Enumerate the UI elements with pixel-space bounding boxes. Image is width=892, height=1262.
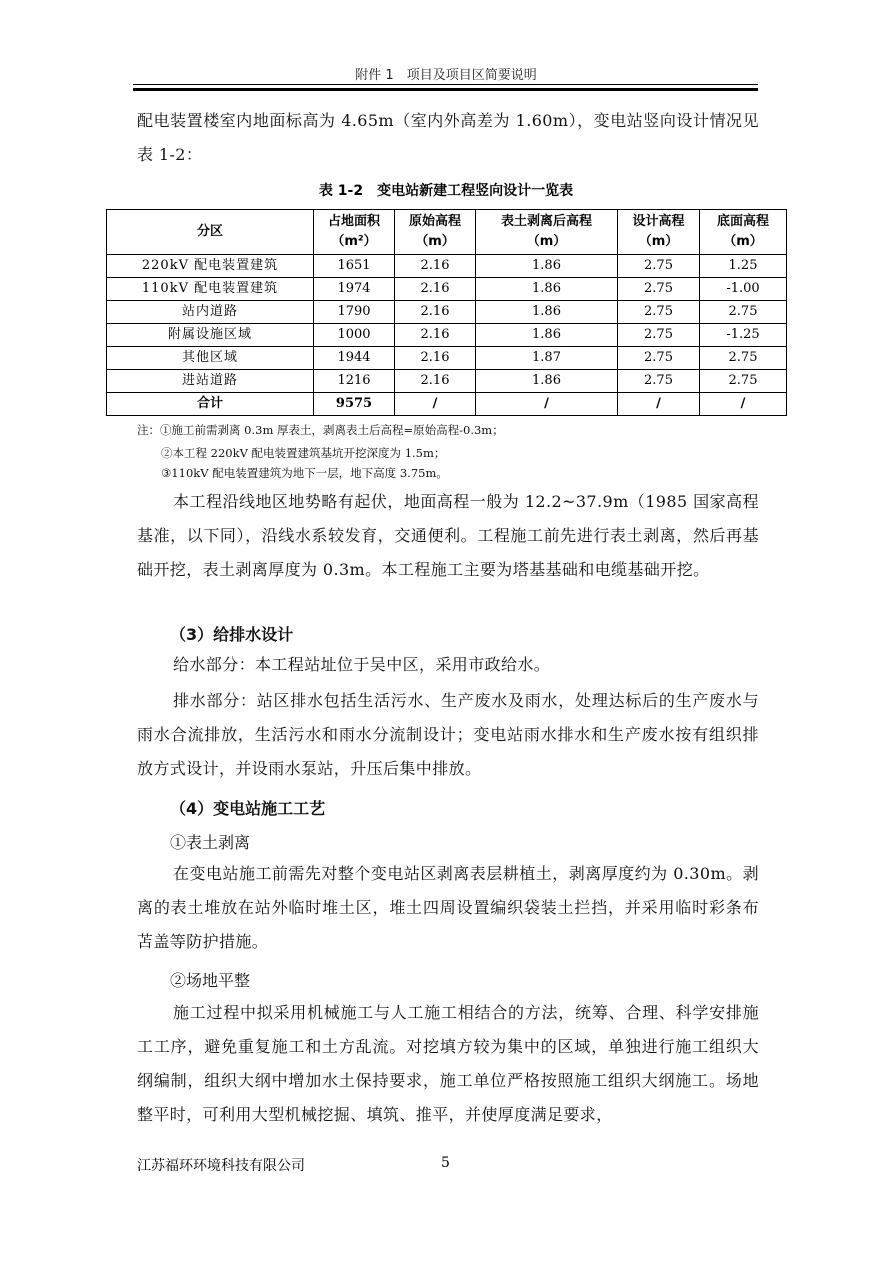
table-cell: 1000 xyxy=(314,324,395,347)
table-total-row xyxy=(107,393,787,416)
table-header-row xyxy=(107,210,787,255)
col-header-area-label: 占地面积 xyxy=(327,214,380,229)
item1-title: ①表土剥离 xyxy=(170,833,251,852)
table-cell: / xyxy=(395,393,476,416)
footer-page-number: 5 xyxy=(441,1155,450,1171)
terrain-paragraph: 本工程沿线地区地势略有起伏，地面高程一般为 12.2~37.9m（1985 国家高程基准，以下同），沿线水系较发育，交通便利。工程施工前先进行表土剥离，然后再基础开挖，表土剥离厚度为 0.3m。本工程施工主要为塔基基础和电缆基础开挖。 xyxy=(137,492,759,579)
table-note-1: 注：①施工前需剥离 0.3m 厚表土，剥离表土后高程=原始高程-0.3m； xyxy=(137,423,504,437)
table-row xyxy=(107,278,787,301)
table-cell: 1.86 xyxy=(476,324,618,347)
table-row xyxy=(107,301,787,324)
section3-heading: （3）给排水设计 xyxy=(170,625,294,644)
header-rule-thin xyxy=(133,84,758,85)
table-cell: 1.86 xyxy=(476,255,618,278)
table-cell: 进站道路 xyxy=(107,370,314,393)
table-cell: 2.16 xyxy=(395,255,476,278)
table-caption: 表 1-2 变电站新建工程竖向设计一览表 xyxy=(318,183,574,199)
table-cell: -1.25 xyxy=(700,324,787,347)
table-row xyxy=(107,324,787,347)
table-cell: 站内道路 xyxy=(107,301,314,324)
col-header-area xyxy=(314,210,395,255)
table-cell: 2.16 xyxy=(395,324,476,347)
table-cell: 2.75 xyxy=(618,347,700,370)
table-cell: 2.16 xyxy=(395,347,476,370)
header-rule-thick xyxy=(133,88,758,91)
col-header-stripped-unit: （m） xyxy=(526,234,567,249)
table-cell: / xyxy=(700,393,787,416)
table-cell: 2.75 xyxy=(618,278,700,301)
table-cell: 2.75 xyxy=(618,255,700,278)
item2-paragraph: 施工过程中拟采用机械施工与人工施工相结合的方法，统筹、合理、科学安排施工工序，避免重复施工和土方乱流。对挖填方较为集中的区域，单独进行施工组织大纲编制，组织大纲中增加水土保持要求，施工单位严格按照施工组织大纲施工。场地整平时，可利用大型机械挖掘、填筑、推平，并使厚度满足要求， xyxy=(137,1003,759,1124)
item2-title: ②场地平整 xyxy=(170,971,251,990)
col-header-area-unit: （m²） xyxy=(331,234,377,249)
table-row xyxy=(107,370,787,393)
intro-paragraph: 配电装置楼室内地面标高为 4.65m（室内外高差为 1.60m），变电站竖向设计情况见表 1-2： xyxy=(137,111,759,164)
table-cell: 其他区域 xyxy=(107,347,314,370)
table-cell: 220kV 配电装置建筑 xyxy=(107,255,314,278)
table-cell: 2.75 xyxy=(700,301,787,324)
section4-heading: （4）变电站施工工艺 xyxy=(170,799,326,818)
table-cell: 2.75 xyxy=(700,347,787,370)
table-cell: -1.00 xyxy=(700,278,787,301)
table-note-2: ②本工程 220kV 配电装置建筑基坑开挖深度为 1.5m； xyxy=(161,446,446,460)
table-cell: 2.75 xyxy=(700,370,787,393)
col-header-bottom xyxy=(700,210,787,255)
table-cell: 2.16 xyxy=(395,370,476,393)
water-supply-paragraph: 给水部分：本工程站址位于吴中区，采用市政给水。 xyxy=(173,655,551,674)
table-cell: 2.75 xyxy=(618,370,700,393)
table-cell: 2.75 xyxy=(618,324,700,347)
table-cell: 1.86 xyxy=(476,278,618,301)
item1-paragraph: 在变电站施工前需先对整个变电站区剥离表层耕植土，剥离厚度约为 0.30m。剥离的表土堆放在站外临时堆土区，堆土四周设置编织袋装土拦挡，并采用临时彩条布苫盖等防护措施。 xyxy=(137,864,759,951)
table-cell: 附属设施区域 xyxy=(107,324,314,347)
table-cell: 2.16 xyxy=(395,301,476,324)
table-row xyxy=(107,347,787,370)
col-header-design-unit: （m） xyxy=(638,234,679,249)
col-header-zone-label: 分区 xyxy=(196,224,223,239)
col-header-original-unit: （m） xyxy=(415,234,455,249)
elevation-design-table xyxy=(106,209,787,416)
table-cell: 1944 xyxy=(314,347,395,370)
table-cell: 1974 xyxy=(314,278,395,301)
table-cell: 1.87 xyxy=(476,347,618,370)
footer-company: 江苏福环环境科技有限公司 xyxy=(137,1158,305,1174)
table-cell: 9575 xyxy=(314,393,395,416)
table-cell: 1216 xyxy=(314,370,395,393)
table-cell: 1651 xyxy=(314,255,395,278)
col-header-original xyxy=(395,210,476,255)
table-cell: 2.16 xyxy=(395,278,476,301)
col-header-original-label: 原始高程 xyxy=(408,214,461,229)
col-header-design xyxy=(618,210,700,255)
drainage-paragraph: 排水部分：站区排水包括生活污水、生产废水及雨水，处理达标后的生产废水与雨水合流排放，生活污水和雨水分流制设计；变电站雨水排水和生产废水按有组织排放方式设计，并设雨水泵站，升压后集中排放。 xyxy=(137,691,759,778)
page-header-title: 附件 1 项目及项目区简要说明 xyxy=(355,68,537,83)
table-cell: 1.86 xyxy=(476,370,618,393)
col-header-zone xyxy=(107,210,314,255)
table-cell: 1790 xyxy=(314,301,395,324)
table-cell: 合计 xyxy=(107,393,314,416)
col-header-bottom-label: 底面高程 xyxy=(716,214,769,229)
table-note-3: ③110kV 配电装置建筑为地下一层，地下高度 3.75m。 xyxy=(161,466,448,480)
col-header-stripped-label: 表土剥离后高程 xyxy=(500,214,592,229)
table-cell: 2.75 xyxy=(618,301,700,324)
table-cell: / xyxy=(618,393,700,416)
table-cell: 110kV 配电装置建筑 xyxy=(107,278,314,301)
table-row xyxy=(107,255,787,278)
table-cell: 1.86 xyxy=(476,301,618,324)
col-header-stripped xyxy=(476,210,618,255)
col-header-design-label: 设计高程 xyxy=(632,214,685,229)
col-header-bottom-unit: （m） xyxy=(723,234,763,249)
table-cell: / xyxy=(476,393,618,416)
table-cell: 1.25 xyxy=(700,255,787,278)
